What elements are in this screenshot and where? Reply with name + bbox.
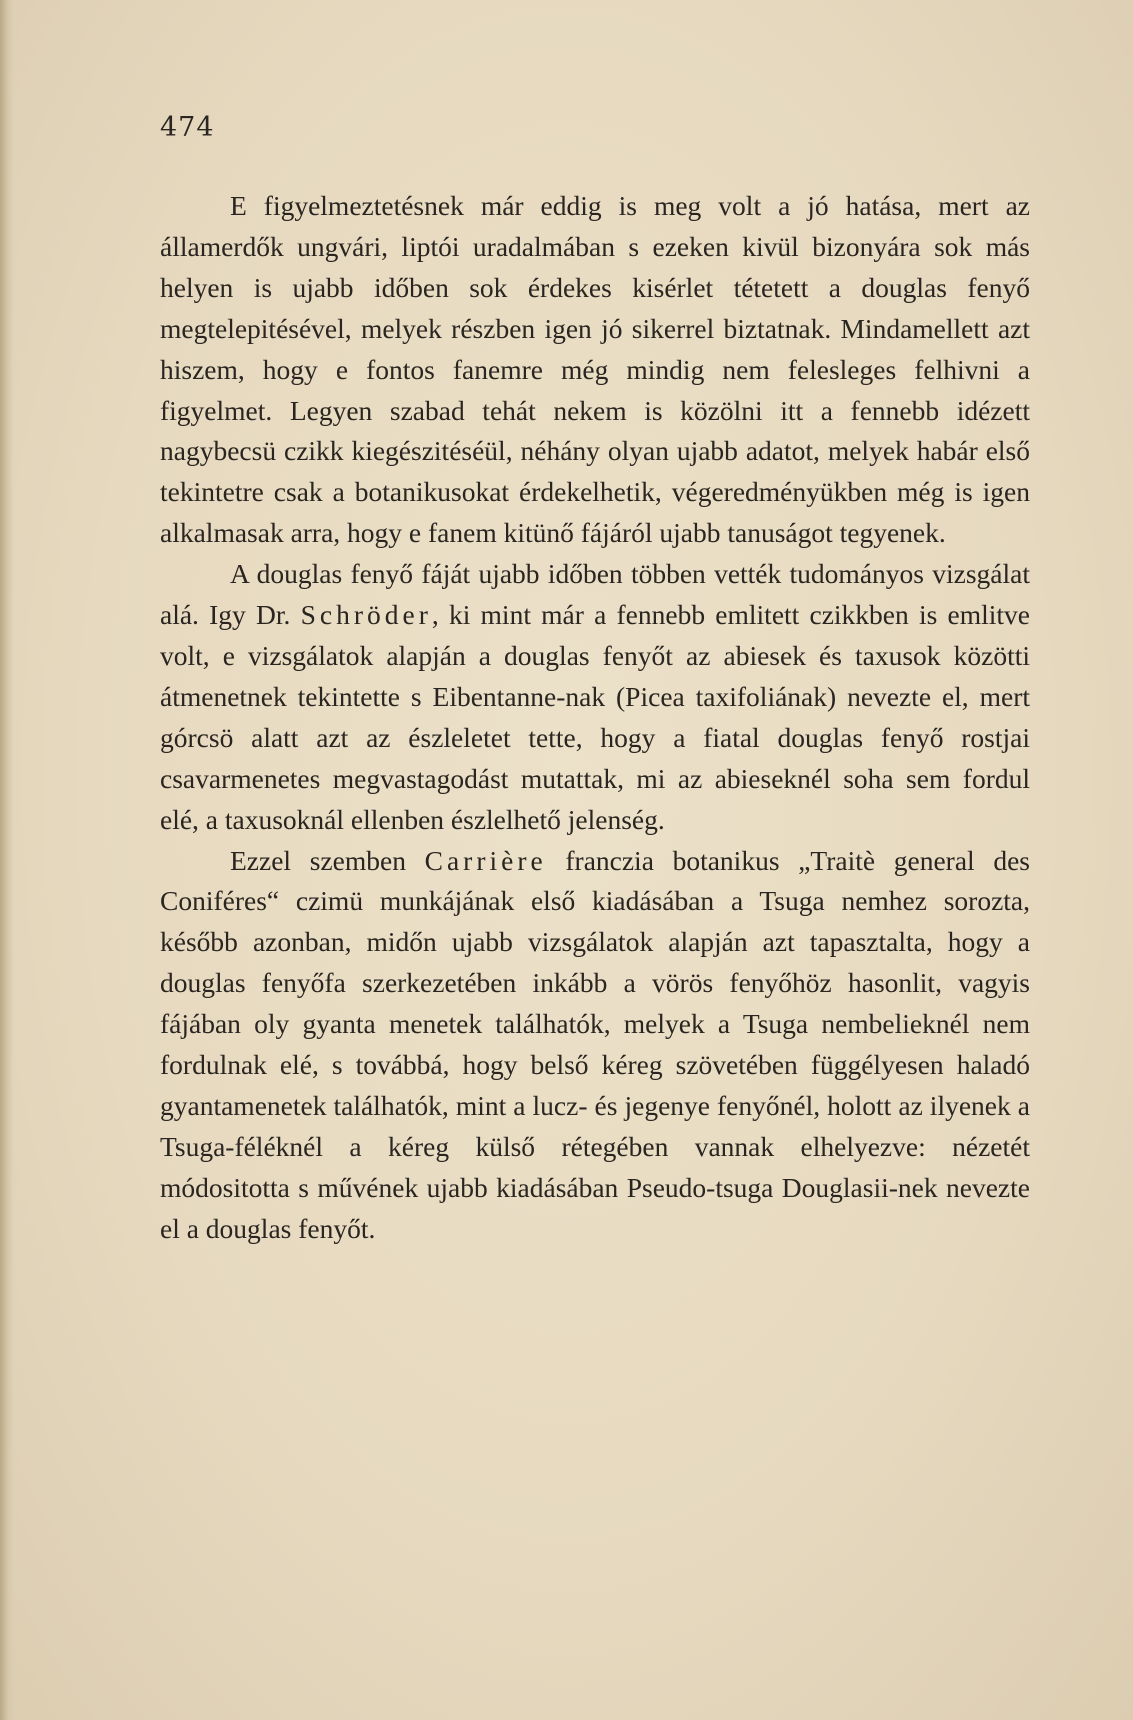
paragraph-3-text-start: Ezzel szemben <box>230 844 425 876</box>
spine-shadow <box>0 0 14 1720</box>
author-name-carriere: Carrière <box>424 844 547 876</box>
page-number: 474 <box>160 112 215 143</box>
paragraph-3-text-end: franczia botanikus „Traitè general des Coniféres“ czimü munkájának első kiadásában a Tsuga nemhez sorozta, később azonban, midőn ujabb vizsgálatok alapján azt tapasztalta, hogy a douglas fenyőfa szerkezetében inkább a vörös fenyőhöz hasonlit, vagyis fájában oly gyanta menetek találhatók, melyek a Tsuga nembelieknél nem fordulnak elé, s továbbá, hogy belső kéreg szövetében függélyesen haladó gyantamenetek találhatók, mint a lucz- és jegenye fenyőnél, holott az ilyenek a Tsuga-féléknél a kéreg külső rétegében vannak elhelyezve: nézetét módositotta s művének ujabb kiadásában Pseudo-tsuga Douglasii-nek nevezte el a douglas fenyőt. <box>160 844 1031 1244</box>
body-text <box>160 186 1030 1250</box>
paragraph-2-text-end: , ki mint már a fennebb emlitett czikkben is emlitve volt, e vizsgálatok alapján a douglas fenyőt az abiesek és taxusok közötti átmenetnek tekintette s Eibentanne-nak (Picea taxifoliának) nevezte el, mert górcsö alatt azt az észleletet tette, hogy a fiatal douglas fenyő rostjai csavarmenetes megvastagodást mutattak, mi az abieseknél soha sem fordul elé, a taxusoknál ellenben észlelhető jelenség. <box>160 599 1030 835</box>
paragraph-2 <box>160 554 1030 840</box>
paragraph-3 <box>160 841 1030 1250</box>
author-name-schroder: Schröder <box>300 599 432 631</box>
paragraph-1 <box>160 186 1030 554</box>
paragraph-1-text: E figyelmeztetésnek már eddig is meg volt a jó hatása, mert az államerdők ungvári, liptói uradalmában s ezeken kivül bizonyára sok más helyen is ujabb időben sok érdekes kisérlet tétetett a douglas fenyő megtelepitésével, melyek részben igen jó sikerrel biztatnak. Mindamellett azt hiszem, hogy e fontos fanemre még mindig nem felesleges felhivni a figyelmet. Legyen szabad tehát nekem is közölni itt a fennebb idézett nagybecsü czikk kiegészitéséül, néhány olyan ujabb adatot, melyek habár első tekintetre csak a botanikusokat érdekelhetik, végeredményükben még is igen alkalmasak arra, hogy e fanem kitünő fájáról ujabb tanuságot tegyenek. <box>160 190 1030 549</box>
paragraph-2-text-start: A douglas fenyő fáját ujabb időben többen vették tudományos vizsgálat alá. Igy Dr. <box>160 558 1030 631</box>
